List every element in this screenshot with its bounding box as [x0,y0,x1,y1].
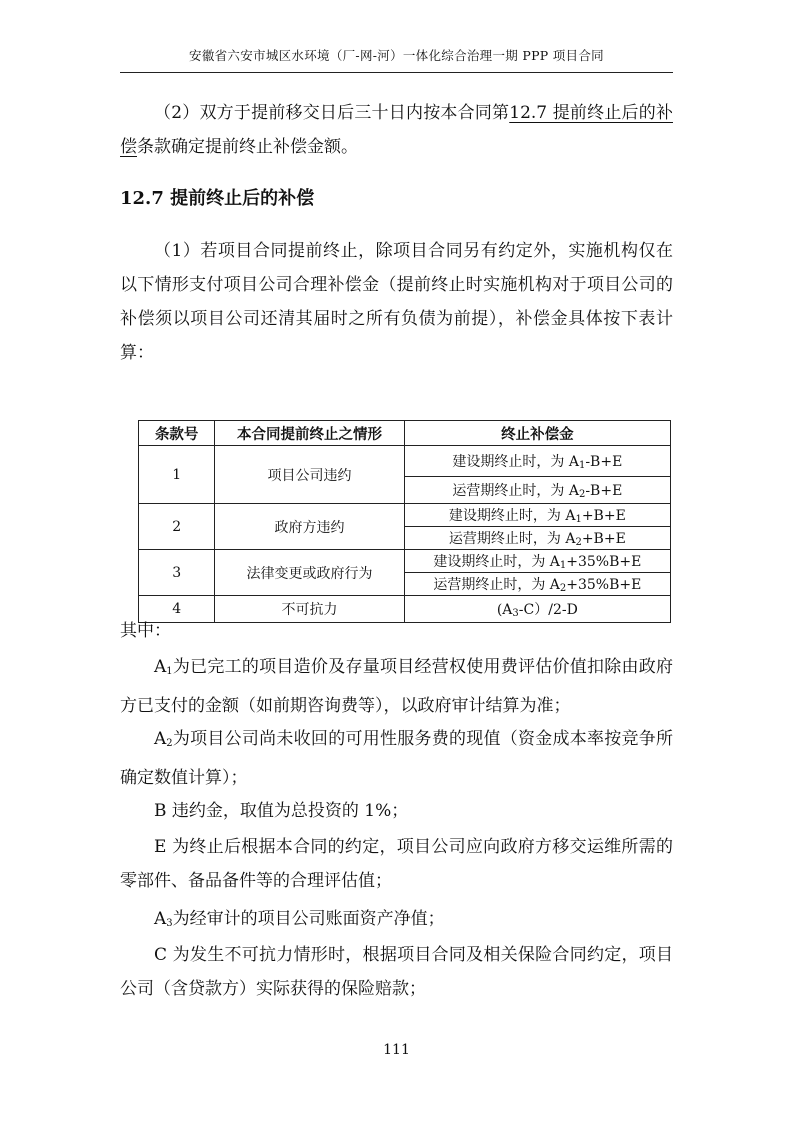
table-row [139,504,671,527]
cell-compensation: 运营期终止时，为 $A_2+B+E$ [404,527,670,550]
cell-case: 不可抗力 [215,596,404,623]
def-a3: $A_3$为经审计的项目公司账面资产净值； [154,909,445,929]
def-a1: $A_1$为已完工的项目造价及存量项目经营权使用费评估价值扣除由政府方已支付的金额（如前期咨询费等），以政府审计结算为准； [120,657,673,716]
cell-clause-no: 2 [139,504,215,550]
para-handover-suffix: 条款确定提前终止补偿金额。 [137,137,358,157]
cell-compensation: $(A_3-C)/2-D$ [404,596,670,623]
running-header: 安徽省六安市城区水环境（厂-网-河）一体化综合治理一期 PPP 项目合同 [189,48,604,63]
def-b: B 违约金，取值为总投资的 1%； [154,801,409,821]
cell-clause-no: 1 [139,446,215,504]
col-header-compensation: 终止补偿金 [404,421,670,446]
cell-clause-no: 3 [139,550,215,596]
para-handover [120,96,673,164]
cell-case: 法律变更或政府行为 [215,550,404,596]
where-label: 其中： [120,621,171,641]
cell-case: 政府方违约 [215,504,404,550]
table-row [139,550,671,573]
cell-compensation: 运营期终止时，为 $A_2+35\%B+E$ [404,573,670,596]
para-intro: （1）若项目合同提前终止，除项目合同另有约定外，实施机构仅在以下情形支付项目公司合理补偿金（提前终止时实施机构对于项目公司的补偿须以项目公司还清其届时之所有负债为前提），补偿金具体按下表计算： [120,241,673,363]
def-e: E 为终止后根据本合同的约定，项目公司应向政府方移交运维所需的零部件、备品备件等的合理评估值； [120,837,673,891]
cell-case: 项目公司违约 [215,446,404,504]
table-header-row [139,421,671,446]
table-row [139,446,671,477]
col-header-clause: 条款号 [139,421,215,446]
cell-clause-no: 4 [139,596,215,623]
clause-reference-link: 12.7 提前终止后的补偿 [120,103,673,157]
cell-compensation: 建设期终止时，为 $A_1+35\%B+E$ [404,550,670,573]
header-rule [120,72,673,73]
col-header-case: 本合同提前终止之情形 [215,421,404,446]
compensation-table [138,420,671,623]
para-handover-prefix: （2）双方于提前移交日后三十日内按本合同第 [154,103,510,123]
def-a2: $A_2$为项目公司尚未收回的可用性服务费的现值（资金成本率按竞争所确定数值计算）； [120,729,673,788]
cell-compensation: 建设期终止时，为 $A_1+B+E$ [404,504,670,527]
section-heading: 12.7 提前终止后的补偿 [120,188,315,209]
cell-compensation: 运营期终止时，为 $A_2-B+E$ [404,477,670,504]
def-c: C 为发生不可抗力情形时，根据项目合同及相关保险合同约定，项目公司（含贷款方）实际获得的保险赔款； [120,945,673,999]
page-number: 111 [383,1042,410,1058]
cell-compensation: 建设期终止时，为 $A_1-B+E$ [404,446,670,477]
